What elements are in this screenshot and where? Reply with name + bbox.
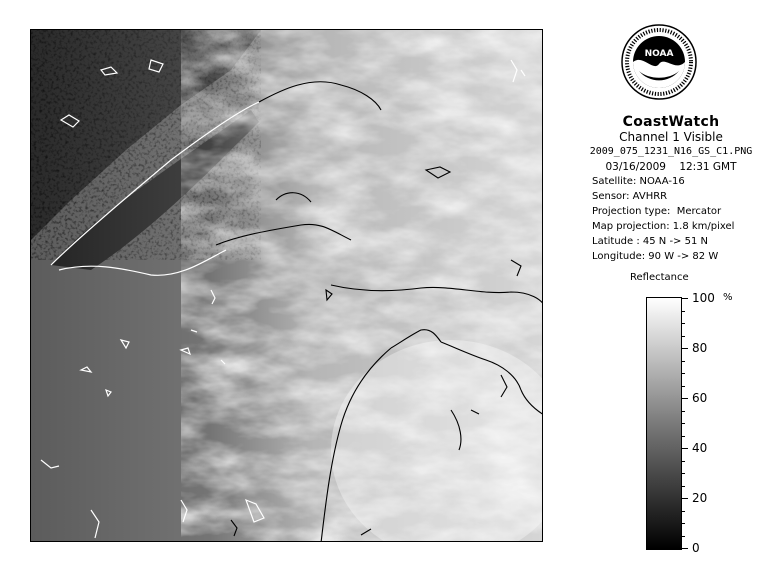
legend-minor-tick xyxy=(682,473,685,474)
legend-tick-20 xyxy=(682,498,688,499)
legend-tick-100 xyxy=(682,298,688,299)
legend-tick-0 xyxy=(682,548,688,549)
meta-map-projection: Map projection: 1.8 km/pixel xyxy=(592,221,735,232)
meta-latitude: Latitude : 45 N -> 51 N xyxy=(592,236,708,247)
legend-minor-tick xyxy=(682,536,685,537)
legend-tick-label: 0 xyxy=(692,541,700,555)
legend-minor-tick xyxy=(682,486,685,487)
legend-unit: % xyxy=(723,292,733,303)
satellite-map xyxy=(30,29,543,542)
info-panel xyxy=(566,114,776,264)
legend-minor-tick xyxy=(682,511,685,512)
legend-minor-tick xyxy=(682,423,685,424)
legend-minor-tick xyxy=(682,411,685,412)
product-title: CoastWatch xyxy=(622,114,720,130)
legend-tick-label: 40 xyxy=(692,441,708,455)
legend-tick-label: 60 xyxy=(692,391,708,405)
legend-minor-tick xyxy=(682,461,685,462)
meta-projection-type: Projection type: Mercator xyxy=(592,206,722,217)
legend-minor-tick xyxy=(682,386,685,387)
meta-longitude: Longitude: 90 W -> 82 W xyxy=(592,251,719,262)
acquisition-datetime: 03/16/2009 12:31 GMT xyxy=(605,161,737,173)
reflectance-colorbar xyxy=(646,297,682,550)
meta-sensor: Sensor: AVHRR xyxy=(592,191,668,202)
legend-tick-label: 20 xyxy=(692,491,708,505)
legend-minor-tick xyxy=(682,436,685,437)
logo-text: NOAA xyxy=(644,49,674,59)
legend-minor-tick xyxy=(682,311,685,312)
legend-tick-40 xyxy=(682,448,688,449)
legend-minor-tick xyxy=(682,336,685,337)
legend-tick-60 xyxy=(682,398,688,399)
legend-minor-tick xyxy=(682,373,685,374)
satellite-image xyxy=(31,30,543,542)
legend-minor-tick xyxy=(682,361,685,362)
filename: 2009_075_1231_N16_GS_C1.PNG xyxy=(589,146,753,157)
noaa-logo xyxy=(621,24,697,100)
legend-tick-label: 80 xyxy=(692,341,708,355)
channel-label: Channel 1 Visible xyxy=(619,130,723,144)
meta-satellite: Satellite: NOAA-16 xyxy=(592,176,685,187)
legend-minor-tick xyxy=(682,323,685,324)
legend-tick-label: 100 xyxy=(692,291,715,305)
legend-tick-80 xyxy=(682,348,688,349)
legend-minor-tick xyxy=(682,523,685,524)
legend-title: Reflectance xyxy=(630,272,689,283)
